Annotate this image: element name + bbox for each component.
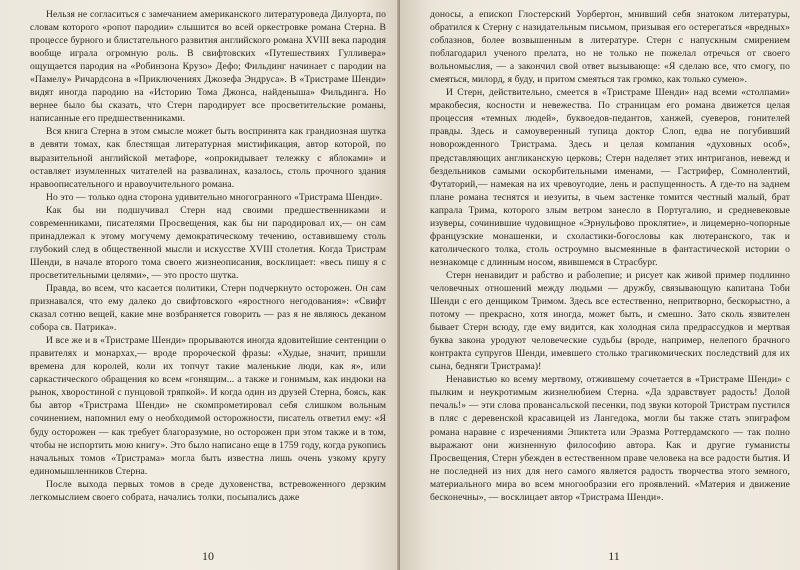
paragraph: Ненавистью ко всему мертвому, отжившему сочетается в «Тристраме Шенди» с пылким и неукротимым жизнелюбием Стерна. «Да здравствует радость! Долой печаль!» — эти слова провансальской песенки, под звуки которой Тристрам пустился в пляс с деревенской красавицей из Лангедока, могли бы также стать эпиграфом романа наравне с изречениями Эпиктета или Эразма Роттердамского — так полно выражают они жизненную философию автора. Как и другие гуманисты Просвещения, Стерн убежден в естественном праве человека на все радости бытия. И не последней из них для него самого является радость творчества этого земного, материального мира во всем многообразии его проявлений. «Материя и движение бесконечны», — восклицает автор «Тристрама Шенди».: [430, 374, 790, 503]
paragraph: Стерн ненавидит и рабство и раболепие; и рисует как живой пример подлинно человечных отношений между людьми — дружбу, связывающую капитана Тоби Шенди с его денщиком Тримом. Здесь все естественно, непритворно, бескорыстно, а потому — прекрасно, хотя иногда, может быть, и смешно. Зато сколь язвителен бывает Стерн всюду, где ему видится, как холодная сила предрассудков и мертвая буква закона уродуют человеческие судьбы (вроде, например, нелепого брачного контракта супругов Шенди, имевшего столько трагикомических последствий для их сына, бедняги Тристрама)!: [430, 269, 790, 373]
right-page-text: [430, 8, 790, 504]
paragraph: Правда, во всем, что касается политики, Стерн подчеркнуто осторожен. Он сам признавался, что ему далеко до свифтовского «яростного негодования»: «Свифт сказал сотню вещей, какие мне возбраняется говорить — раз я не являюсь деканом собора св. Патрика».: [30, 282, 386, 334]
paragraph: доносы, а епископ Глостерский Уорбертон, мнивший себя знатоком литературы, обратился к Стерну с назидательным письмом, призывая его остерегаться «вредных» соблазнов, более возвышенным в литературе. Стерн с напускным смирением поблагодарил ученого прелата, но не только не пожелал отречься от своего вольномыслия, — а закончил свой ответ вызывающе: «Я сделаю все, что смогу, по смеяться, милорд, я буду, и притом смеяться так громко, как только сумею».: [430, 9, 790, 86]
page-number: 11: [608, 549, 620, 563]
paragraph: Нельзя не согласиться с замечанием американского литературоведа Дилуорта, по словам которого «ропот пародии» слышится во всей оркестровке романа Стерна. В процессе бурного и блистательного развития английского романа XVIII века пародия вообще играла огромную роль. В свифтовских «Путешествиях Гулливера» ощущается пародия на «Робинзона Крузо» Дефо; Фильдинг начинает с пародии на «Памелу» Ричардсона в «Приключениях Джозефа Эндруса». В «Тристраме Шенди» видят иногда пародию на «Историю Тома Джонса, найденыша» Фильдинга. Но вернее было бы сказать, что Стерн пародирует все просветительские романы, написанные его предшественниками.: [30, 9, 386, 125]
page-number: 10: [202, 549, 214, 563]
paragraph: И все же и в «Тристраме Шенди» прорываются иногда ядовитейшие сентенции о правителях и монархах,— вроде пророческой фразы: «Худые, значит, пришли времена для королей, коли их топчут такие маленькие люди, как я», или саркастического обращения ко всем «гонящим... а также и гонимым, как индюки на рынок, хворостиной с пунцовой тряпкой». И когда один из друзей Стерна, боясь, как бы автор «Тристрама Шенди» не скомпрометировал себя слишком вольным сочинением, напомнил ему о необходимой осторожности, писатель ответил ему: «Я буду осторожен — как требует благоразумие, но осторожен при этом также и в том, чтобы не испортить мою книгу». Это было написано еще в 1759 году, когда рукопись начальных томов «Тристрама» могла быть известна лишь очень узкому кругу единомышленников Стерна.: [30, 335, 386, 477]
paragraph: Но это — только одна сторона удивительно многогранного «Тристрама Шенди».: [46, 191, 383, 203]
paragraph: Вся книга Стерна в этом смысле может быть воспринята как грандиозная шутка в девяти томах, как блестящая литературная мистификация, автор которой, по выразительной английской метафоре, «опрокидывает тележку с яблоками» и оставляет изумленных читателей на развалинах, казалось, столь прочного здания нравоописательного и нравоучительного романа.: [30, 126, 386, 190]
paragraph: И Стерн, действительно, смеется в «Тристраме Шенди» над всеми «столпами» мракобесия, косности и невежества. По страницам его романа движется целая процессия «темных людей», буквоедов-педантов, ханжей, суеверов, гонителей правды. Здесь и самоуверенный тупица доктор Слоп, едва не погубивший новорожденного Тристрама. Здесь и целая компания «духовных особ», представляющих англиканскую церковь; Стерн наделяет этих интриганов, невежд и бездельников самыми оскорбительными именами, — Гастрифер, Сомнолентий, Футаторий,— намекая на их чревоугодие, лень и распущенность. А где-то на заднем плане романа теснятся и иезуиты, в чьем застенке томится честный малый, брат капрала Трима, которого злым ветром занесло в Португалию, и средневековые изуверы, сочинившие чудовищное «Эрнульфово проклятие», и лицемерно-чопорные французские монашенки, и схоластики-богословы как лютеранского, так и католического толка, столь остроумно высмеянные в фантастической истории о незнакомце с длинным носом, явившемся в Страсбург.: [430, 87, 790, 268]
left-page-text: [30, 8, 386, 504]
paragraph: Как бы ни подшучивал Стерн над своими предшественниками и современниками, писателями Просвещения, как бы ни пародировал их,— он сам принадлежал к этому могучему демократическому течению, оставившему столь глубокий след в общественной мысли и искусстве XVIII столетия. Когда Тристрам Шенди, в начале второго тома своего жизнеописания, восклицает: «весь пишу я с просветительными целями», — это просто шутка.: [30, 204, 386, 281]
paragraph: После выхода первых томов в среде духовенства, встревоженного дерзким легкомыслием своего собрата, начались толки, посыпались даже: [30, 478, 386, 503]
right-page: [400, 0, 800, 570]
